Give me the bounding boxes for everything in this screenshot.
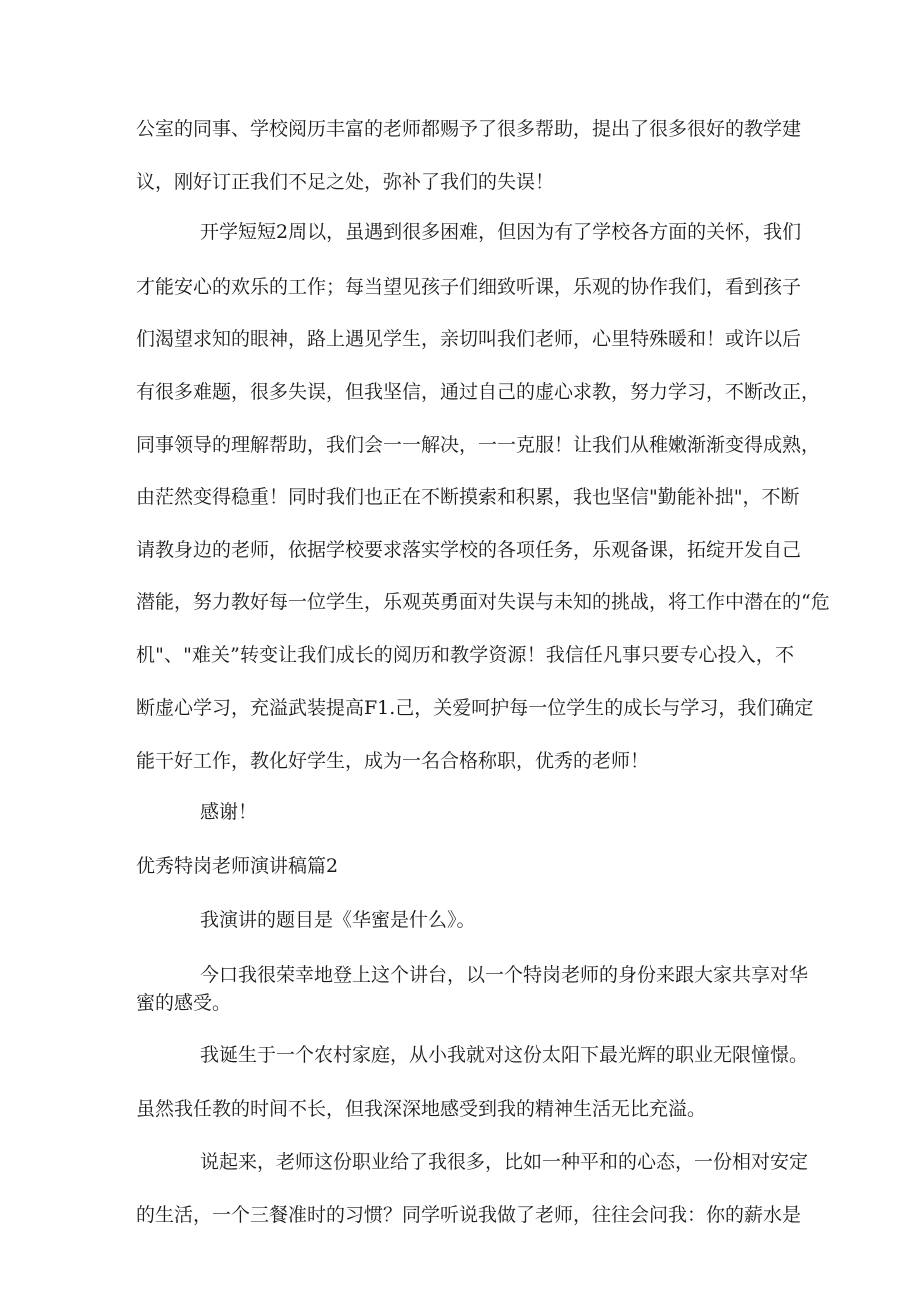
- paragraph-line: 说起来，老师这份职业给了我很多，比如一种平和的心态，一份相对安定: [200, 1151, 809, 1173]
- paragraph-line: 才能安心的欢乐的工作；每当望见孩子们细致听课，乐观的协作我们，看到孩子: [136, 276, 802, 298]
- paragraph-line: 能干好工作，教化好学生，成为一名合格称职，优秀的老师！: [136, 750, 650, 772]
- paragraph-line: 们渴望求知的眼神，路上遇见学生，亲切叫我们老师，心里特殊暖和！或许以后: [136, 328, 802, 350]
- paragraph-line: 机"、"难关”转变让我们成长的阅历和教学资源！我信任凡事只要专心投入，不: [136, 644, 794, 666]
- paragraph-line: 开学短短2周以，虽遇到很多困难，但因为有了学校各方面的关怀，我们: [200, 221, 802, 243]
- paragraph-line: 由茫然变得稳重！同时我们也正在不断摸索和积累，我也坚信"勤能补拙"，不断: [136, 486, 800, 508]
- paragraph-line: 有很多难题，很多失误，但我坚信，通过自己的虚心求教，努力学习，不断改正，: [136, 381, 821, 403]
- paragraph-line: 今口我很荣幸地登上这个讲台，以一个特岗老师的身份来跟大家共享对华: [200, 964, 809, 986]
- paragraph-line: 同事领导的理解帮助，我们会一一解决，一一克服！让我们从稚嫩渐渐变得成熟，: [136, 434, 821, 456]
- paragraph-line: 断虚心学习，充溢武装提高F1.己，关爱呵护每一位学生的成长与学习，我们确定: [136, 697, 814, 719]
- paragraph-line: 公室的同事、学校阅历丰富的老师都赐予了很多帮助，提出了很多很好的教学建: [136, 118, 802, 140]
- paragraph-line: 的生活，一个三餐准时的习惯？同学听说我做了老师，往往会问我：你的薪水是: [136, 1204, 802, 1226]
- paragraph-line: 议，刚好订正我们不足之处，弥补了我们的失误！: [136, 171, 555, 193]
- section-heading: 优秀特岗老师演讲稿篇2: [136, 855, 339, 877]
- paragraph-line: 我诞生于一个农村家庭，从小我就对这份太阳下最光辉的职业无限憧憬。: [200, 1044, 809, 1066]
- paragraph-line: 虽然我任教的时间不长，但我深深地感受到我的精神生活无比充溢。: [136, 1098, 707, 1120]
- paragraph-line: 潜能，努力教好每一位学生，乐观英勇面对失误与未知的挑战，将工作中潜在的“危: [136, 591, 830, 613]
- paragraph-line: 蜜的感受。: [136, 992, 232, 1014]
- paragraph-line: 我演讲的题目是《华蜜是什么》。: [200, 909, 476, 931]
- paragraph-line: 请教身边的老师，依据学校要求落实学校的各项任务，乐观备课，拓绽开发自己: [136, 539, 802, 561]
- paragraph-line: 感谢！: [200, 801, 258, 823]
